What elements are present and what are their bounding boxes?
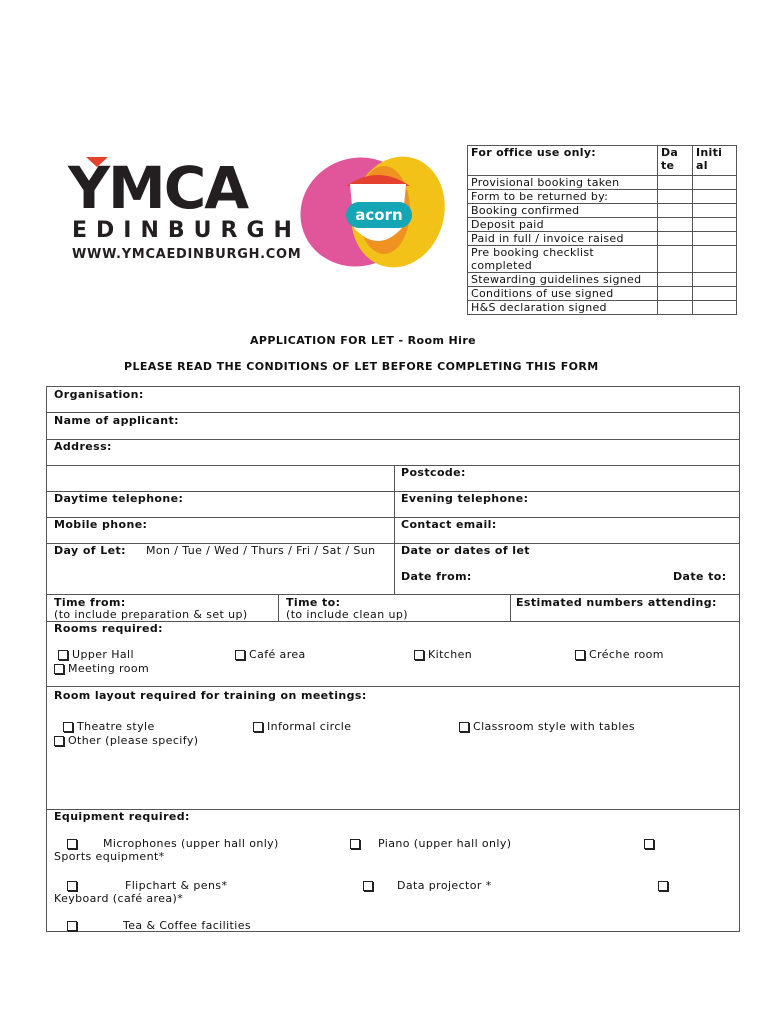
sports-checkbox[interactable] bbox=[644, 837, 658, 850]
acorn-text: acorn bbox=[355, 206, 403, 224]
kitchen-option[interactable]: Kitchen bbox=[414, 648, 472, 661]
meeting-room-option[interactable]: Meeting room bbox=[54, 662, 149, 675]
checkbox-icon[interactable] bbox=[658, 881, 668, 891]
office-item: Conditions of use signed bbox=[468, 287, 658, 301]
checkbox-icon[interactable] bbox=[54, 664, 64, 674]
time-from-label: Time from: bbox=[54, 596, 126, 609]
website-text: WWW.YMCAEDINBURGH.COM bbox=[72, 247, 302, 262]
mobile-label: Mobile phone: bbox=[54, 518, 148, 531]
ymca-wordmark: YMCA bbox=[68, 154, 248, 222]
office-date-cell[interactable] bbox=[658, 190, 693, 204]
sports-equipment-label: Sports equipment* bbox=[54, 850, 165, 863]
office-date-cell[interactable] bbox=[658, 176, 693, 190]
office-date-header: Da te bbox=[658, 146, 693, 176]
creche-room-option[interactable]: Créche room bbox=[575, 648, 664, 661]
address-label: Address: bbox=[54, 440, 112, 453]
office-initial-cell[interactable] bbox=[693, 232, 737, 246]
estimated-numbers-label: Estimated numbers attending: bbox=[516, 596, 717, 609]
tea-coffee-option[interactable]: Tea & Coffee facilities bbox=[67, 919, 251, 932]
office-use-table bbox=[467, 145, 737, 315]
keyboard-checkbox[interactable] bbox=[658, 879, 672, 892]
mobile-field[interactable] bbox=[160, 517, 390, 541]
daytime-phone-label: Daytime telephone: bbox=[54, 492, 184, 505]
office-initial-header: Initi al bbox=[693, 146, 737, 176]
checkbox-icon[interactable] bbox=[67, 839, 77, 849]
rooms-required-label: Rooms required: bbox=[54, 622, 163, 635]
checkbox-icon[interactable] bbox=[575, 650, 585, 660]
layout-required-label: Room layout required for training on meetings: bbox=[54, 689, 367, 702]
office-initial-cell[interactable] bbox=[693, 246, 737, 273]
checkbox-icon[interactable] bbox=[459, 722, 469, 732]
office-date-cell[interactable] bbox=[658, 204, 693, 218]
office-item: Paid in full / invoice raised bbox=[468, 232, 658, 246]
organisation-label: Organisation: bbox=[54, 388, 144, 401]
office-use-header: For office use only: bbox=[468, 146, 658, 176]
evening-phone-field[interactable] bbox=[535, 491, 735, 515]
office-initial-cell[interactable] bbox=[693, 204, 737, 218]
email-label: Contact email: bbox=[401, 518, 497, 531]
checkbox-icon[interactable] bbox=[63, 722, 73, 732]
office-initial-cell[interactable] bbox=[693, 287, 737, 301]
office-item: Pre booking checklist completed bbox=[468, 246, 658, 273]
office-date-cell[interactable] bbox=[658, 301, 693, 315]
flipchart-option[interactable]: Flipchart & pens* bbox=[67, 879, 227, 892]
theatre-style-option[interactable]: Theatre style bbox=[63, 720, 155, 733]
form-subtitle: PLEASE READ THE CONDITIONS OF LET BEFORE COMPLETING THIS FORM bbox=[124, 360, 599, 373]
data-projector-option[interactable]: Data projector * bbox=[363, 879, 492, 892]
office-item: Deposit paid bbox=[468, 218, 658, 232]
piano-option[interactable]: Piano (upper hall only) bbox=[350, 837, 511, 850]
checkbox-icon[interactable] bbox=[414, 650, 424, 660]
checkbox-icon[interactable] bbox=[644, 839, 654, 849]
applicant-label: Name of applicant: bbox=[54, 414, 179, 427]
checkbox-icon[interactable] bbox=[350, 839, 360, 849]
checkbox-icon[interactable] bbox=[54, 736, 64, 746]
organisation-field[interactable] bbox=[200, 387, 735, 411]
office-initial-cell[interactable] bbox=[693, 176, 737, 190]
ymca-red-triangle bbox=[86, 157, 108, 167]
office-initial-cell[interactable] bbox=[693, 273, 737, 287]
office-item: Stewarding guidelines signed bbox=[468, 273, 658, 287]
time-to-note: (to include clean up) bbox=[286, 608, 408, 621]
edinburgh-wordmark: EDINBURGH bbox=[72, 218, 301, 243]
checkbox-icon[interactable] bbox=[363, 881, 373, 891]
office-initial-cell[interactable] bbox=[693, 218, 737, 232]
office-initial-cell[interactable] bbox=[693, 190, 737, 204]
postcode-field[interactable] bbox=[480, 465, 735, 489]
dates-of-let-label: Date or dates of let bbox=[401, 544, 530, 557]
day-of-let-label: Day of Let: bbox=[54, 544, 126, 557]
date-to-label: Date to: bbox=[673, 570, 727, 583]
office-date-cell[interactable] bbox=[658, 218, 693, 232]
office-item: Provisional booking taken bbox=[468, 176, 658, 190]
address-field[interactable] bbox=[130, 439, 735, 463]
office-item: Booking confirmed bbox=[468, 204, 658, 218]
daytime-phone-field[interactable] bbox=[190, 491, 390, 515]
acorn-logo bbox=[300, 150, 450, 272]
equipment-required-label: Equipment required: bbox=[54, 810, 190, 823]
office-date-cell[interactable] bbox=[658, 287, 693, 301]
keyboard-label: Keyboard (café area)* bbox=[54, 892, 184, 905]
checkbox-icon[interactable] bbox=[253, 722, 263, 732]
checkbox-icon[interactable] bbox=[235, 650, 245, 660]
form-title: APPLICATION FOR LET - Room Hire bbox=[250, 334, 477, 347]
day-options[interactable]: Mon / Tue / Wed / Thurs / Fri / Sat / Sun bbox=[146, 544, 376, 557]
office-initial-cell[interactable] bbox=[693, 301, 737, 315]
checkbox-icon[interactable] bbox=[67, 921, 77, 931]
upper-hall-option[interactable]: Upper Hall bbox=[58, 648, 134, 661]
classroom-style-option[interactable]: Classroom style with tables bbox=[459, 720, 635, 733]
office-date-cell[interactable] bbox=[658, 273, 693, 287]
time-to-label: Time to: bbox=[286, 596, 341, 609]
office-date-cell[interactable] bbox=[658, 232, 693, 246]
date-from-label: Date from: bbox=[401, 570, 472, 583]
office-date-cell[interactable] bbox=[658, 246, 693, 273]
other-layout-option[interactable]: Other (please specify) bbox=[54, 734, 198, 747]
time-from-note: (to include preparation & set up) bbox=[54, 608, 248, 621]
cafe-area-option[interactable]: Café area bbox=[235, 648, 306, 661]
office-item: H&S declaration signed bbox=[468, 301, 658, 315]
microphones-option[interactable]: Microphones (upper hall only) bbox=[67, 837, 279, 850]
applicant-field[interactable] bbox=[200, 413, 735, 437]
checkbox-icon[interactable] bbox=[67, 881, 77, 891]
checkbox-icon[interactable] bbox=[58, 650, 68, 660]
office-item: Form to be returned by: bbox=[468, 190, 658, 204]
postcode-label: Postcode: bbox=[401, 466, 466, 479]
email-field[interactable] bbox=[505, 517, 735, 541]
informal-circle-option[interactable]: Informal circle bbox=[253, 720, 351, 733]
evening-phone-label: Evening telephone: bbox=[401, 492, 529, 505]
